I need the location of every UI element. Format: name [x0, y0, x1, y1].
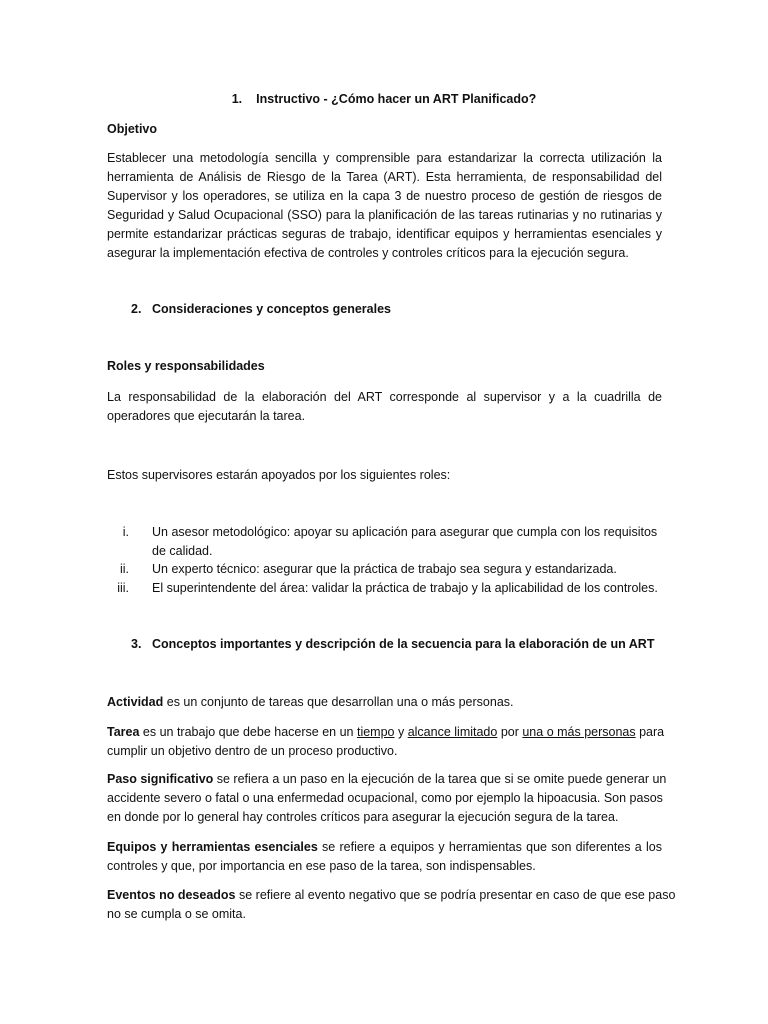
- section-title: Conceptos importantes y descripción de la secuencia para la elaboración de un ART: [152, 637, 655, 651]
- definition-text: se refiere a equipos y herramientas que son diferentes a los: [317, 840, 662, 854]
- paragraph-line: [107, 886, 676, 905]
- list-line: El superintendente del área: validar la práctica de trabajo y la aplicabilidad de los controles.: [152, 580, 658, 595]
- equipos-paragraph: [107, 838, 662, 876]
- term: Paso significativo: [107, 772, 214, 786]
- paso-paragraph: [107, 770, 667, 827]
- list-line: de calidad.: [152, 543, 213, 558]
- paragraph-line: asegurar la implementación efectiva de controles y controles críticos para la ejecución segura.: [107, 246, 629, 260]
- definition-text: para: [635, 725, 665, 739]
- paragraph-line: [107, 723, 665, 742]
- title-number: 1.: [231, 92, 243, 106]
- paragraph-line: Establecer una metodología sencilla y comprensible para estandarizar la correcta utilización la: [107, 151, 662, 165]
- section-2-heading: [131, 302, 391, 316]
- paragraph-line: herramienta de Análisis de Riesgo de la Tarea (ART). Esta herramienta, de responsabilidad del: [107, 170, 662, 184]
- objetivo-paragraph: [107, 149, 662, 263]
- list-line: Un asesor metodológico: apoyar su aplicación para asegurar que cumpla con los requisitos: [152, 525, 658, 539]
- roles-intro: [107, 466, 662, 485]
- paragraph-line: La responsabilidad de la elaboración del ART corresponde al supervisor y a la cuadrilla de: [107, 390, 662, 404]
- list-number: iii.: [117, 580, 129, 595]
- paragraph-line: accidente severo o fatal o una enfermedad ocupacional, como por ejemplo la hipoacusia. Son pasos: [107, 791, 663, 805]
- paragraph-line: Supervisor y los operadores, se utiliza en la capa 3 de nuestro proceso de gestión de riesgos de: [107, 189, 662, 203]
- list-item: [107, 560, 667, 579]
- list-number: ii.: [119, 562, 129, 576]
- definition-text: por: [497, 725, 523, 739]
- paragraph-line: en donde por lo general hay controles críticos para asegurar la ejecución segura de la tarea.: [107, 810, 619, 824]
- definition-text: es un trabajo que debe hacerse en un: [139, 725, 357, 739]
- paragraph-line: [107, 838, 662, 857]
- definition-text: se refiere al evento negativo que se podría presentar en caso de que ese paso: [235, 888, 676, 902]
- section-number: 3.: [131, 637, 142, 651]
- document-title: [0, 92, 768, 106]
- paragraph-line: [107, 693, 662, 712]
- list-number: i.: [122, 525, 129, 539]
- term: Tarea: [107, 725, 140, 739]
- term: Eventos no deseados: [107, 888, 236, 902]
- list-item: [107, 523, 667, 560]
- title-text: Instructivo - ¿Cómo hacer un ART Planificado?: [256, 92, 537, 106]
- section-title: Consideraciones y conceptos generales: [152, 302, 391, 316]
- definition-text: se refiera a un paso en la ejecución de la tarea que si se omite puede generar un: [213, 772, 667, 786]
- tarea-paragraph: [107, 723, 665, 761]
- list-item-text: [152, 523, 667, 560]
- paragraph-line: Estos supervisores estarán apoyados por los siguientes roles:: [107, 468, 451, 482]
- section-3-heading: [131, 637, 654, 651]
- list-line: Un experto técnico: asegurar que la práctica de trabajo sea segura y estandarizada.: [152, 562, 617, 576]
- paragraph-line: no se cumpla o se omita.: [107, 907, 246, 921]
- actividad-paragraph: [107, 693, 662, 712]
- term: Equipos y herramientas esenciales: [107, 840, 318, 854]
- roles-heading: Roles y responsabilidades: [107, 359, 265, 373]
- underlined-term: una o más personas: [522, 725, 636, 739]
- definition-text: es un conjunto de tareas que desarrollan una o más personas.: [163, 695, 514, 709]
- paragraph-line: cumplir un objetivo dentro de un proceso productivo.: [107, 744, 398, 758]
- definition-text: y: [394, 725, 408, 739]
- underlined-term: alcance limitado: [407, 725, 498, 739]
- paragraph-line: Seguridad y Salud Ocupacional (SSO) para la planificación de las tareas rutinarias y no rutinarias y: [107, 208, 662, 222]
- eventos-paragraph: [107, 886, 676, 924]
- underlined-term: tiempo: [356, 725, 395, 739]
- paragraph-line: [107, 770, 667, 789]
- objetivo-heading: Objetivo: [107, 122, 158, 136]
- roles-paragraph: [107, 388, 662, 426]
- list-item: [107, 579, 667, 598]
- paragraph-line: permite estandarizar prácticas seguras de trabajo, identificar equipos y herramientas esenciales y: [107, 227, 662, 241]
- term: Actividad: [107, 695, 164, 709]
- paragraph-line: operadores que ejecutarán la tarea.: [107, 409, 306, 423]
- roles-list: [107, 523, 667, 597]
- section-number: 2.: [131, 302, 142, 316]
- paragraph-line: controles y que, por importancia en ese paso de la tarea, son indispensables.: [107, 859, 536, 873]
